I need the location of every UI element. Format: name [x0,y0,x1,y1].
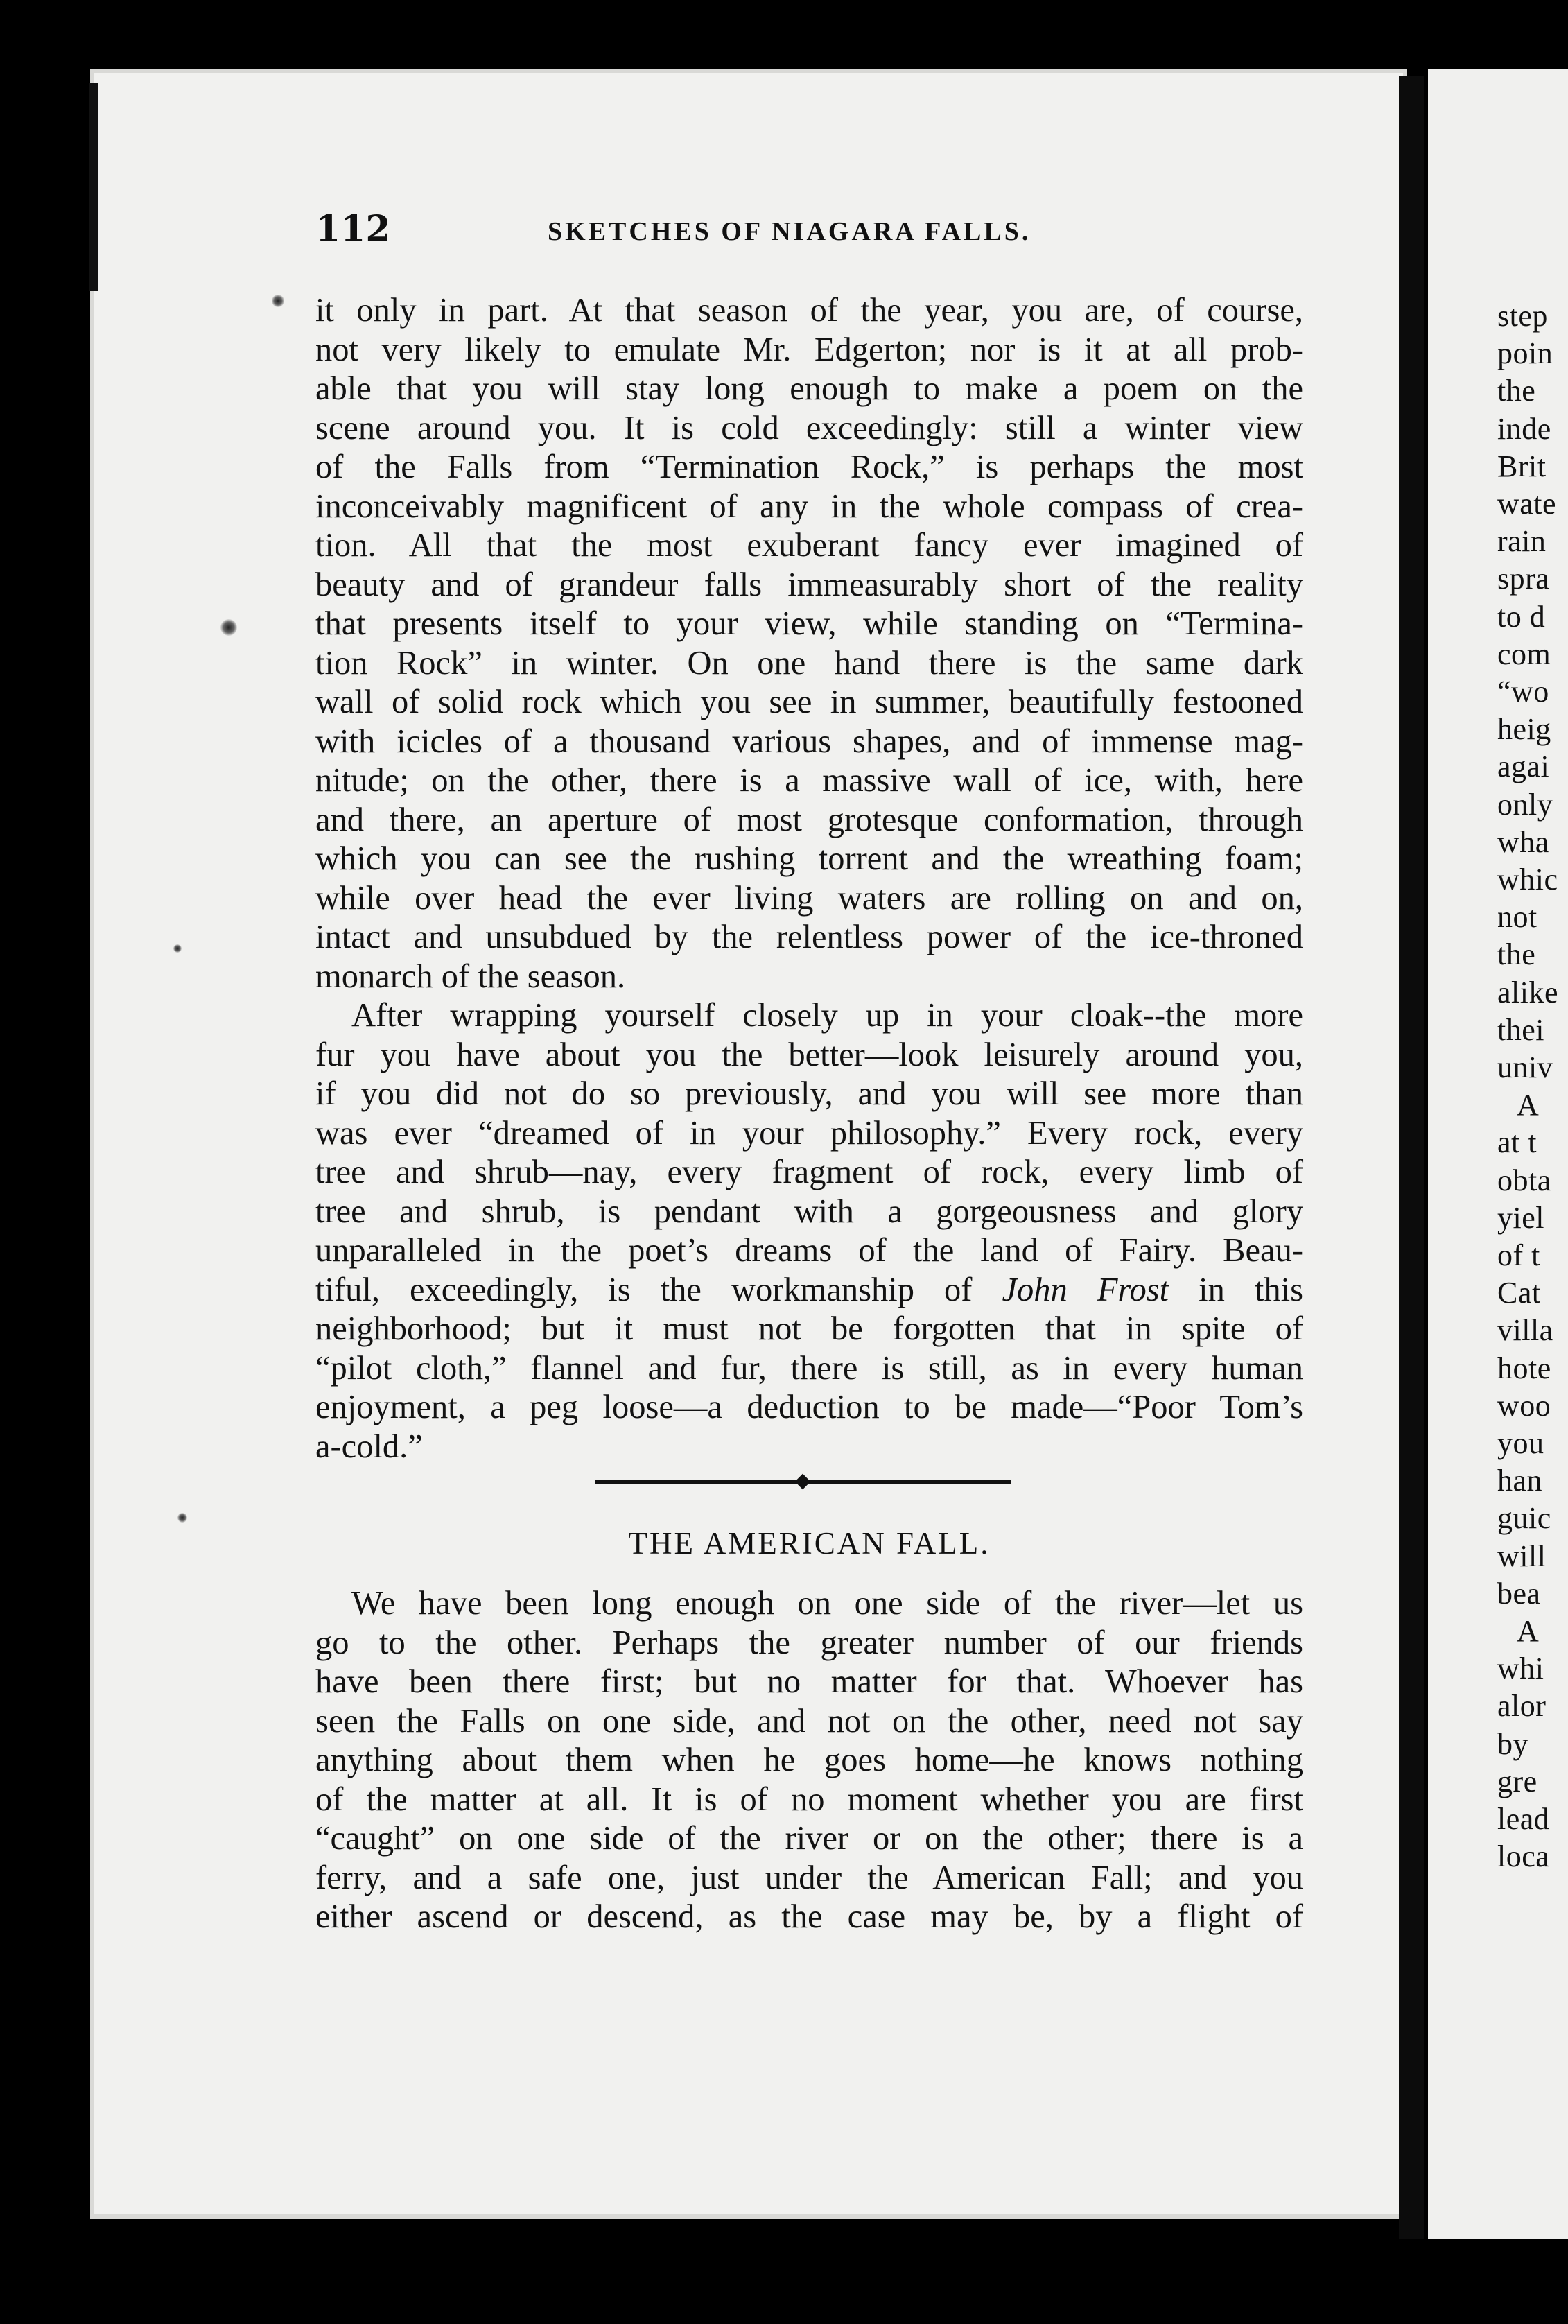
ink-speck [173,944,182,953]
text-line: ferry, and a safe one, just under the American Fall; and you [315,1859,1303,1896]
facing-page-fragment: rain [1497,524,1547,559]
text-line: fur you have about you the better—look leisurely around you, [315,1036,1303,1073]
text-line: able that you will stay long enough to make a poem on the [315,370,1303,407]
running-title: SKETCHES OF NIAGARA FALLS. [548,217,1031,246]
body-text-top [315,291,1303,1466]
text-line: tree and shrub, is pendant with a gorgeousness and glory [315,1193,1303,1230]
text-line: was ever “dreamed of in your philosophy.” Every rock, every [315,1114,1303,1152]
text-line: which you can see the rushing torrent and the wreathing foam; [315,840,1303,877]
text-line: unparalleled in the poet’s dreams of the land of Fairy. Beau- [315,1232,1303,1269]
facing-page-fragment: guic [1497,1501,1551,1536]
text-line: scene around you. It is cold exceedingly: still a winter view [315,409,1303,446]
body-text-bottom [315,1584,1303,1937]
facing-page-fragment: you [1497,1426,1544,1460]
facing-page-fragment: only [1497,787,1553,822]
facing-page-fragment: by [1497,1726,1528,1761]
text-line: not very likely to emulate Mr. Edgerton; nor is it at all prob- [315,331,1303,368]
facing-page-fragment: of t [1497,1238,1540,1272]
page-edge [89,83,98,291]
facing-page-fragment: hote [1497,1351,1551,1385]
facing-page-fragment: com [1497,636,1551,671]
ink-speck [177,1513,187,1523]
facing-page-fragment: whic [1497,862,1558,896]
facing-page-fragment: “wo [1497,675,1549,709]
text-line: either ascend or descend, as the case may be, by a flight of [315,1898,1303,1935]
text-line: beauty and of grandeur falls immeasurably short of the reality [315,566,1303,603]
facing-page-fragment: to d [1497,599,1546,634]
ink-speck [272,295,284,307]
text-line: wall of solid rock which you see in summer, beautifully festooned [315,684,1303,720]
text-run: in this [1169,1271,1304,1308]
text-line: nitude; on the other, there is a massive wall of ice, with, here [315,762,1303,799]
text-line [315,1271,1303,1310]
facing-page-fragment: loca [1497,1839,1550,1874]
text-line: inconceivably magnificent of any in the whole compass of crea- [315,487,1303,525]
text-line: tion. All that the most exuberant fancy ever imagined of [315,527,1303,564]
facing-page-fragment: alike [1497,975,1559,1009]
facing-page-fragment: univ [1497,1050,1553,1084]
facing-page-fragment: wate [1497,487,1557,521]
facing-page-fragment: the [1497,937,1536,972]
facing-page-fragment: obta [1497,1163,1551,1197]
text-line: of the Falls from “Termination Rock,” is perhaps the most [315,449,1303,485]
text-line: and there, an aperture of most grotesque conformation, through [315,801,1303,838]
facing-page-fragment: not [1497,900,1537,935]
text-line: go to the other. Perhaps the greater number of our friends [315,1624,1303,1661]
text-line: enjoyment, a peg loose—a deduction to be made—“Poor Tom’s [315,1389,1303,1425]
text-line: We have been long enough on one side of the river—let us [351,1585,1303,1622]
text-line: tree and shrub—nay, every fragment of rock, every limb of [315,1154,1303,1190]
facing-page-fragment: at t [1497,1125,1537,1160]
text-line: intact and unsubdued by the relentless power of the ice-throned [315,919,1303,955]
text-line: “pilot cloth,” flannel and fur, there is still, as in every human [315,1349,1303,1387]
facing-page-fragment: villa [1497,1313,1553,1348]
paragraph [315,1584,1303,1937]
page-number: 112 [315,208,391,250]
facing-page-fragment: thei [1497,1012,1544,1047]
text-run: tiful, exceedingly, is the workmanship of [315,1271,1002,1308]
facing-page-fragment: woo [1497,1388,1551,1423]
facing-page-fragment: inde [1497,411,1551,446]
section-heading: THE AMERICAN FALL. [628,1526,991,1561]
facing-page-fragment: Cat [1497,1276,1541,1310]
facing-page-fragment: bea [1497,1576,1541,1611]
facing-page-fragment: wha [1497,824,1549,859]
facing-page-fragment: spra [1497,562,1550,596]
book-gutter [1399,76,1424,2239]
facing-page-fragment: poin [1497,336,1553,371]
text-line: tion Rock” in winter. On one hand there is the same dark [315,644,1303,682]
paragraph [315,291,1303,996]
text-line: have been there first; but no matter for that. Whoever has [315,1663,1303,1700]
paragraph [315,996,1303,1466]
text-line: with icicles of a thousand various shapes, and of immense mag- [315,722,1303,760]
running-head [315,208,1314,257]
facing-page-fragment: lead [1497,1802,1550,1836]
text-line: of the matter at all. It is of no moment whether you are first [315,1780,1303,1818]
facing-page-fragment: the [1497,374,1536,408]
text-line: monarch of the season. [315,957,626,995]
facing-page-fragment: will [1497,1538,1547,1573]
italic-name: John Frost [1002,1271,1169,1308]
facing-page-fragment: Brit [1497,449,1547,483]
text-line: anything about them when he goes home—he knows nothing [315,1742,1303,1778]
ink-speck [220,619,237,636]
facing-page-fragment: whi [1497,1651,1544,1686]
facing-page-fragment: yiel [1497,1200,1544,1235]
text-line: if you did not do so previously, and you will see more than [315,1075,1303,1112]
facing-page-fragment: heig [1497,712,1551,747]
facing-page-fragment: A [1517,1088,1540,1122]
facing-page-fragment: A [1517,1614,1540,1648]
text-line: a-cold.” [315,1428,423,1465]
facing-page-fragment: han [1497,1464,1543,1498]
text-line: After wrapping yourself closely up in your cloak--the more [351,997,1303,1034]
text-line: neighborhood; but it must not be forgotten that in spite of [315,1310,1303,1347]
text-line: while over head the ever living waters are rolling on and on, [315,879,1303,917]
text-line: seen the Falls on one side, and not on the other, need not say [315,1702,1303,1740]
text-line: it only in part. At that season of the year, you are, of course, [315,292,1303,329]
text-line: “caught” on one side of the river or on the other; there is a [315,1820,1303,1857]
text-line: that presents itself to your view, while standing on “Termina- [315,605,1303,642]
facing-page-fragment: alor [1497,1689,1547,1724]
facing-page-fragment: gre [1497,1764,1537,1798]
facing-page [1428,69,1568,2239]
facing-page-fragment: step [1497,299,1548,333]
facing-page-fragment: agai [1497,749,1550,784]
